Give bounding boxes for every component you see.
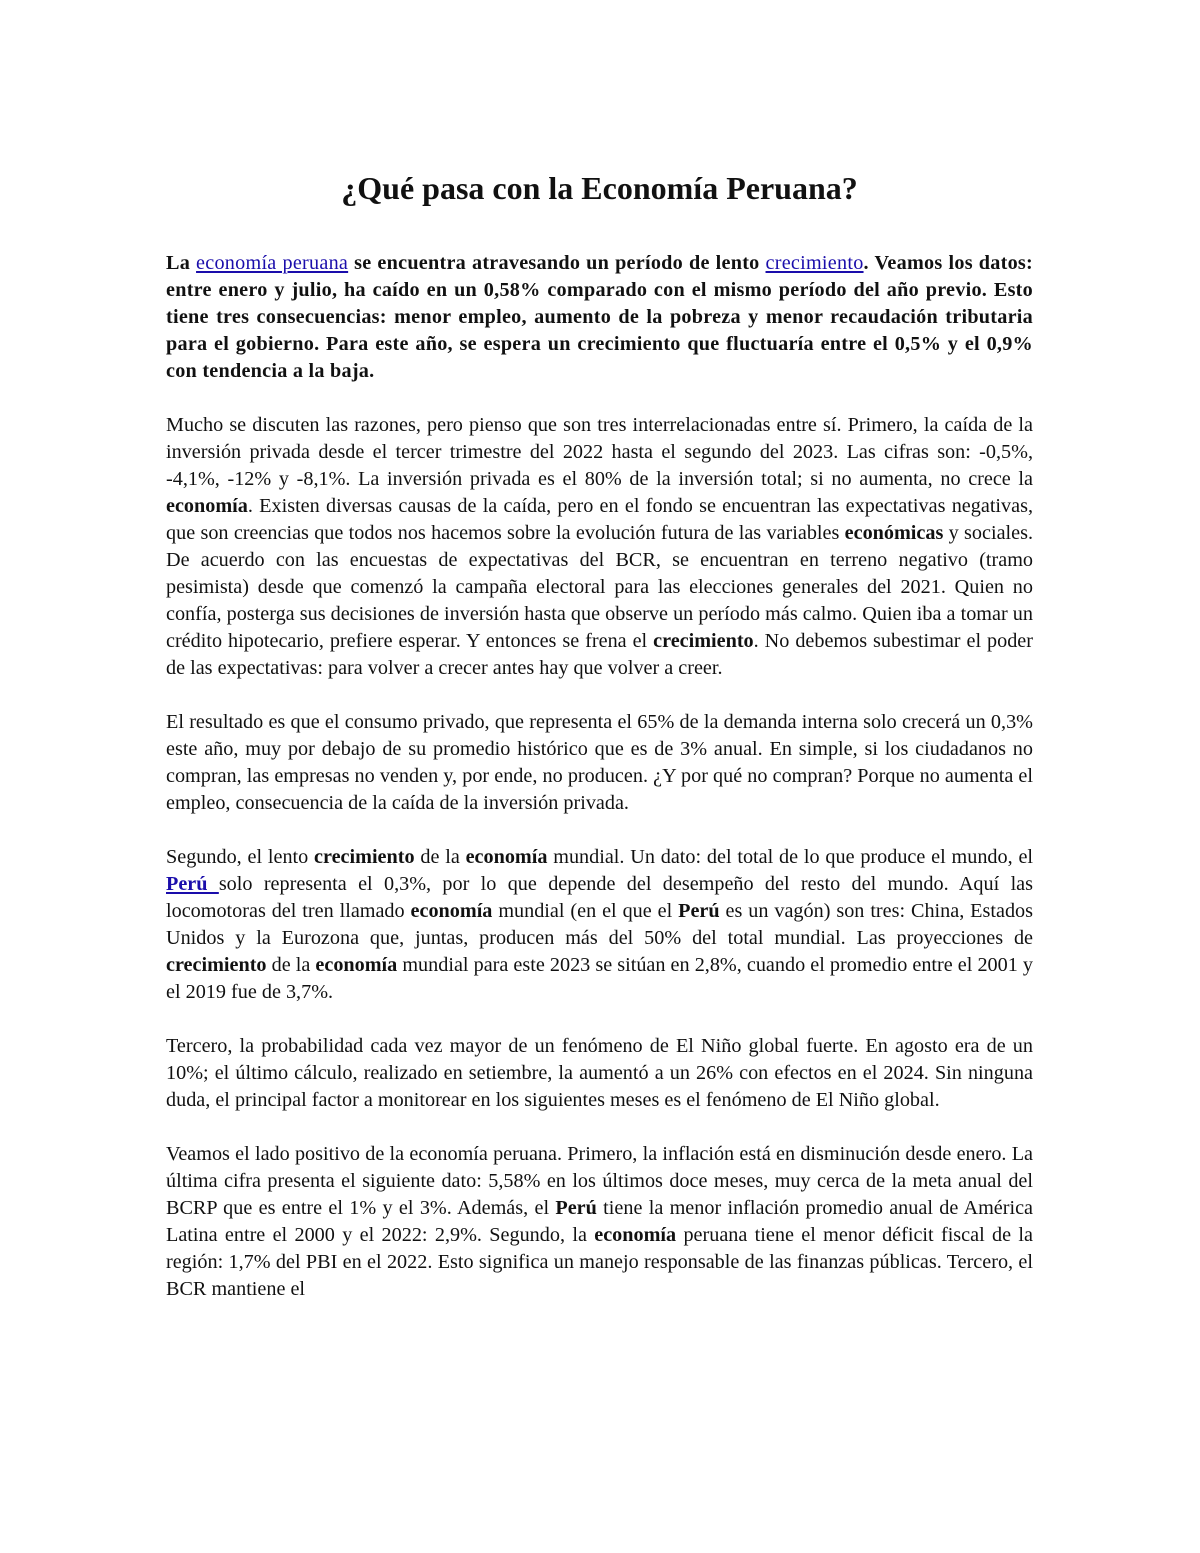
text-span: . No debemos subestimar el poder de las expectativas: para volver a crecer antes hay que volver a creer. — [166, 630, 1033, 679]
text-span: de la — [266, 954, 316, 976]
text-span: es un vagón) son tres: China, Estados Unidos y la Eurozona que, juntas, producen más del 50% del total mundial. Las proyecciones de — [166, 900, 1033, 949]
bold-term: crecimiento — [653, 630, 754, 652]
text-span: y sociales. De acuerdo con las encuestas de expectativas del BCR, se encuentran en terreno negativo (tramo pesimista) desde que comenzó la campaña electoral para las elecciones generales del 2021. Quien no confía, posterga sus decisiones de inversión hasta que observe un período más calmo. Quien iba a tomar un crédito hipotecario, prefiere esperar. Y entonces se frena el — [166, 522, 1033, 652]
text-span: peruana tiene el menor déficit fiscal de la región: 1,7% del PBI en el 2022. Esto significa un manejo responsable de las finanzas públicas. Tercero, el BCR mantiene el — [166, 1224, 1033, 1300]
paragraph-el-nino — [166, 1033, 1033, 1114]
bold-term: crecimiento — [166, 954, 267, 976]
text-span: solo representa el 0,3%, por lo que depende del desempeño del resto del mundo. Aquí las locomotoras del tren llamado — [166, 873, 1033, 922]
text-span: de la — [414, 846, 466, 868]
text-span: se encuentra atravesando un período de lento — [348, 252, 766, 274]
paragraph-inversion-privada — [166, 412, 1033, 682]
text-span: Mucho se discuten las razones, pero pienso que son tres interrelacionadas entre sí. Primero, la caída de la inversión privada desde el tercer trimestre del 2022 hasta el segundo del 2023. Las cifras son: -0,5%, -4,1%, -12% y -8,1%. La inversión privada es el 80% de la inversión total; si no aumenta, no crece la — [166, 414, 1033, 490]
text-span: . Veamos los datos: entre enero y julio, ha caído en un 0,58% comparado con el mismo período del año previo. Esto tiene tres consecuencias: menor empleo, aumento de la pobreza y menor recaudación tributaria para el gobierno. Para este año, se espera un crecimiento que fluctuaría entre el 0,5% y el 0,9% con tendencia a la baja. — [166, 252, 1033, 382]
link-peru[interactable] — [166, 873, 219, 895]
bold-term: económicas — [844, 522, 944, 544]
document-page — [166, 168, 1033, 1330]
text-span: mundial para este 2023 se sitúan en 2,8%, cuando el promedio entre el 2001 y el 2019 fue de 3,7%. — [166, 954, 1034, 1003]
text-span: . Existen diversas causas de la caída, pero en el fondo se encuentran las expectativas negativas, que son creencias que todos nos hacemos sobre la evolución futura de las variables — [166, 495, 1033, 544]
text-span: tiene la menor inflación promedio anual de América Latina entre el 2000 y el 2022: 2,9%. Segundo, la — [166, 1197, 1033, 1246]
paragraph-consumo-privado — [166, 709, 1033, 817]
paragraph-lado-positivo — [166, 1141, 1033, 1303]
text-span: La — [166, 252, 197, 274]
bold-term: economía — [465, 846, 548, 868]
bold-term: economía — [166, 495, 248, 517]
link-economia-peruana[interactable]: economía peruana — [196, 252, 349, 274]
text-span: mundial. Un dato: del total de lo que produce el mundo, el — [547, 846, 1034, 868]
text-span: El resultado es que el consumo privado, que representa el 65% de la demanda interna solo crecerá un 0,3% este año, muy por debajo de su promedio histórico que es de 3% anual. En simple, si los ciudadanos no compran, las empresas no venden y, por ende, no producen. ¿Y por qué no compran? Porque no aumenta el empleo, consecuencia de la caída de la inversión privada. — [166, 711, 1033, 814]
bold-term: economía — [410, 900, 493, 922]
bold-term: economía — [594, 1224, 677, 1246]
text-span: Veamos el lado positivo de la economía peruana. Primero, la inflación está en disminución desde enero. La última cifra presenta el siguiente dato: 5,58% en los últimos doce meses, muy cerca de la meta anual del BCRP que es entre el 1% y el 3%. Además, el — [166, 1143, 1033, 1219]
bold-term: economía — [315, 954, 398, 976]
page-title: ¿Qué pasa con la Economía Peruana? — [341, 170, 858, 206]
text-span: mundial (en el que el — [492, 900, 679, 922]
text-span: Tercero, la probabilidad cada vez mayor de un fenómeno de El Niño global fuerte. En agosto era de un 10%; el último cálculo, realizado en setiembre, la aumentó a un 26% con efectos en el 2024. Sin ninguna duda, el principal factor a monitorear en los siguientes meses es el fenómeno de El Niño global. — [166, 1035, 1033, 1111]
link-crecimiento[interactable]: crecimiento — [765, 252, 864, 274]
text-span: Segundo, el lento — [166, 846, 315, 868]
lead-paragraph — [166, 250, 1033, 385]
link-peru-label: Perú — [166, 873, 219, 895]
bold-term: crecimiento — [314, 846, 415, 868]
bold-term: Perú — [555, 1197, 597, 1219]
paragraph-economia-mundial — [166, 844, 1033, 1006]
bold-term: Perú — [678, 900, 720, 922]
